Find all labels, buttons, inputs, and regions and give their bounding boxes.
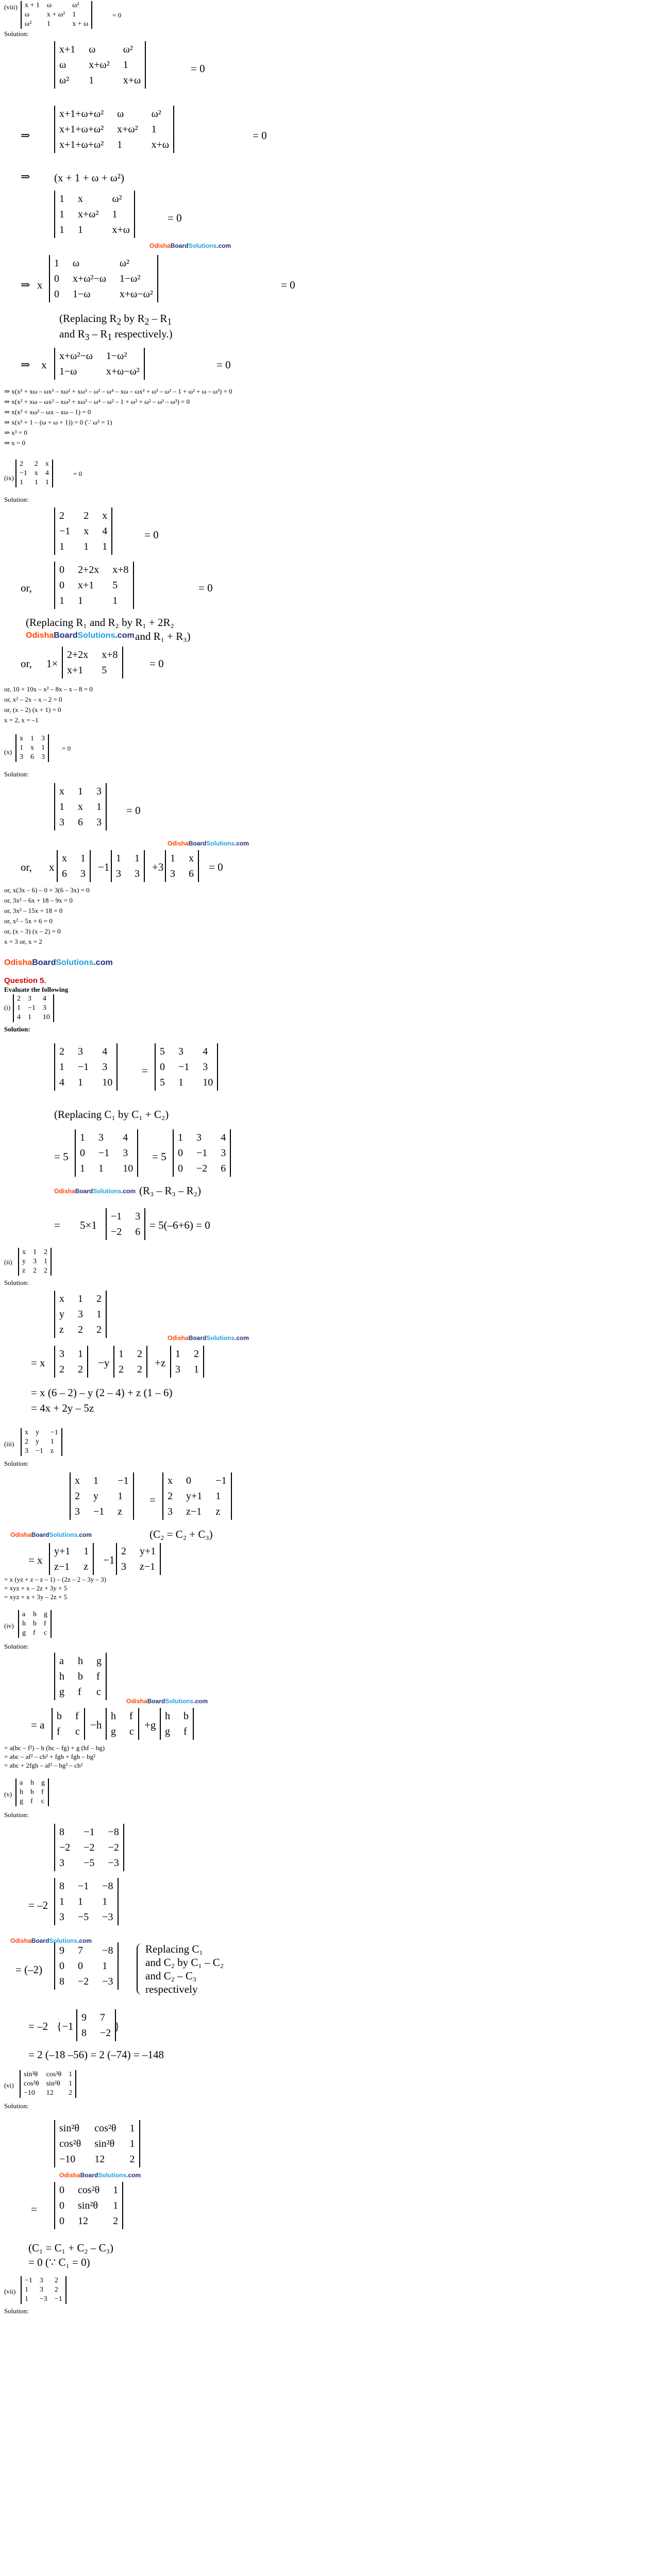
equals-five: = 5 xyxy=(54,1150,69,1163)
row-operation: (R₃ – R₃ – R₂) xyxy=(139,1184,201,1197)
determinant-iii-1: x 1 −1 2 y 1 3 −1 z xyxy=(70,1472,134,1520)
solution-label: Solution: xyxy=(4,30,29,38)
minor-2: 1 1 3 3 xyxy=(111,850,145,882)
watermark-logo: OdishaBoardSolutions.com xyxy=(4,958,113,967)
determinant-iv-1: a h g h b f g f c xyxy=(54,1653,107,1700)
minor-iv-1: b f f c xyxy=(52,1708,85,1740)
part-label-vi: (vi) xyxy=(4,2081,14,2089)
step-line: = xyz + x – 2z + 3y + 5 xyxy=(4,1584,68,1592)
part-label-ix: (ix) xyxy=(4,474,14,482)
equals-zero: = 0 xyxy=(144,529,159,541)
watermark-logo: OdishaBoardSolutions.com xyxy=(10,1531,92,1538)
determinant-ix-2: 0 2+2x x+8 0 x+1 5 1 1 1 xyxy=(54,562,134,609)
minor-ii-1: 3 1 2 2 xyxy=(54,1346,88,1378)
step-line: or, 3x² – 6x + 18 – 9x = 0 xyxy=(4,896,73,904)
determinant-v-3: 9 7 −8 0 0 1 8 −2 −3 xyxy=(54,1942,119,1990)
solution-label: Solution: xyxy=(4,1279,29,1286)
determinant-vi-2: 0 cos²θ 1 0 sin²θ 1 0 12 2 xyxy=(54,2182,123,2229)
equals-zero: = 0 xyxy=(112,11,122,19)
equals-zero: = 0 xyxy=(198,582,213,594)
solution-label: Solution: xyxy=(4,2307,29,2315)
step-line: or, x² – 2x – x – 2 = 0 xyxy=(4,696,62,703)
determinant-viii-5: x+ω²−ω 1−ω² 1−ω x+ω−ω² xyxy=(54,348,145,380)
question-instruction: Evaluate the following xyxy=(4,986,69,993)
solution-label: Solution: xyxy=(4,1642,29,1650)
determinant-viii-2: x+1+ω+ω² ω ω² x+1+ω+ω² x+ω² 1 x+1+ω+ω² 1 x+ω xyxy=(54,106,174,153)
determinant-i-4: 1 3 4 0 −1 3 0 −2 6 xyxy=(173,1129,231,1177)
determinant-i-2: 5 3 4 0 −1 3 5 1 10 xyxy=(155,1043,218,1091)
determinant-viii-4: 1 ω ω² 0 x+ω²−ω 1−ω² 0 1−ω x+ω−ω² xyxy=(49,255,158,302)
determinant-vi-1: sin²θ cos²θ 1 cos²θ sin²θ 1 −10 12 2 xyxy=(54,2120,140,2167)
implies-arrow: ⇒ xyxy=(21,129,30,142)
minor-iv-3: h b g f xyxy=(160,1708,194,1740)
factor-expression: (x + 1 + ω + ω²) xyxy=(54,172,124,184)
determinant-viii-3: 1 x ω² 1 x+ω² 1 1 1 x+ω xyxy=(54,191,135,238)
minor-iii-1: y+1 1 z−1 z xyxy=(49,1543,94,1575)
determinant-iii-2: x 0 −1 2 y+1 1 3 z−1 z xyxy=(162,1472,232,1520)
equals-five: = 5 xyxy=(152,1150,166,1163)
equals-zero: = 0 xyxy=(191,62,205,75)
determinant-x-small: x 1 3 1 x 1 3 6 3 xyxy=(15,734,49,762)
minor-1: x 1 6 3 xyxy=(57,850,91,882)
determinant-vi-small: sin²θ cos²θ 1 cos²θ sin²θ 1 −10 12 2 xyxy=(20,2070,76,2098)
determinant-v-1: 8 −1 −8 −2 −2 −2 3 −5 −3 xyxy=(54,1824,124,1871)
determinant-i-1: 2 3 4 1 −1 3 4 1 10 xyxy=(54,1043,118,1091)
part-label-iii: (iii) xyxy=(4,1440,14,1448)
step-line: or, (x – 2) (x + 1) = 0 xyxy=(4,706,61,714)
step-line: or, (x – 3) (x – 2) = 0 xyxy=(4,927,61,935)
determinant-ix-small: 2 2 x −1 x 4 1 1 1 xyxy=(15,460,53,487)
step-line: or, x(3x – 6) – 0 + 3(6 – 3x) = 0 xyxy=(4,886,90,894)
determinant-viii-1: x+1 ω ω² ω x+ω² 1 ω² 1 x+ω xyxy=(54,41,146,89)
determinant-vii-small: −1 3 2 1 3 2 1 −3 −1 xyxy=(21,2276,66,2304)
step-line: = xyz + x + 3y – 2z + 5 xyxy=(4,1593,68,1601)
implies-arrow: ⇒ xyxy=(21,278,30,291)
determinant-x-1: x 1 3 1 x 1 3 6 3 xyxy=(54,783,107,831)
determinant-i-small: 2 3 4 1 −1 3 4 1 10 xyxy=(13,994,54,1022)
equals-minus-two: = –2 xyxy=(28,2020,48,2032)
equals-minus-two: = (–2) xyxy=(15,1963,43,1976)
watermark-logo: OdishaBoardSolutions.com xyxy=(149,242,231,249)
result-ii-a: = x (6 – 2) – y (2 – 4) + z (1 – 6) xyxy=(31,1386,173,1399)
watermark-logo: OdishaBoardSolutions.com xyxy=(168,1334,249,1342)
replacing-note-1: (Replacing $R_2$ by $R_2 - R_1$ xyxy=(59,312,172,327)
solution-label: Solution: xyxy=(4,1811,29,1819)
brace xyxy=(137,1943,142,1995)
step-line: = a(bc – f²) – h (hc – fg) + g (hf – bg) xyxy=(4,1744,105,1752)
replacing-note-1b: and $R_3 - R_1$ respectively.) xyxy=(59,328,173,343)
step-line: or, 3x² – 15x + 18 = 0 xyxy=(4,907,63,914)
replacing-note-2b: and R₁ + R₃) xyxy=(135,630,191,642)
result-ii-b: = 4x + 2y – 5z xyxy=(31,1402,94,1414)
watermark-logo: OdishaBoardSolutions.com xyxy=(126,1698,208,1705)
watermark-logo: OdishaBoardSolutions.com xyxy=(26,631,135,640)
part-label-x: (x) xyxy=(4,748,12,756)
minor-iii-2: 2 y+1 3 z−1 xyxy=(116,1543,161,1575)
or-label: or, xyxy=(21,582,32,594)
solution-label: Solution: xyxy=(4,770,29,778)
result-vi: = 0 (∵ C₁ = 0) xyxy=(28,2256,90,2268)
watermark-logo: OdishaBoardSolutions.com xyxy=(168,840,249,847)
part-label-i: (i) xyxy=(4,1004,11,1011)
question-heading: Question 5. xyxy=(4,976,46,985)
result-v: = 2 (–18 –56) = 2 (–74) = –148 xyxy=(28,2048,164,2061)
part-label-iv: (iv) xyxy=(4,1622,14,1630)
or-label: or, xyxy=(21,861,32,873)
replacing-note: (Replacing C₁ by C₁ + C₂) xyxy=(54,1108,169,1121)
determinant-iv-small: a h g h b f g f c xyxy=(18,1610,52,1638)
step-line: or, 10 + 10x – x² – 8x – x – 8 = 0 xyxy=(4,685,93,693)
part-label-ii: (ii) xyxy=(4,1258,12,1266)
solution-label: Solution: xyxy=(4,1025,30,1033)
page: (viii) x + 1 ω ω² ω x + ω² 1 ω² 1 x + ω = 0 Solution: x+1 ω ω² ω x+ω² 1 ω² 1 x+ω = 0 ⇒ x+1+ω+ω² ω ω² x+1+ω+ω² x+ω² 1 x+1+ω+ω² 1 x+ω = 0 ⇒ (x + 1 + ω + ω²) 1 x ω² 1 x+ω² 1 1 1 x+ω = 0 OdishaBoardSolutions.com ⇒ x 1 ω ω² 0 x+ω²−ω 1−ω² 0 1−ω x+ω−ω² = 0 (Replacing $R_2$ by $R_2 - R_1$ and $R_3 - R_1$ respectively.) ⇒ x x+ω²−ω 1−ω² 1−ω x+ω−ω² = 0 ⇒ x(x² + xω – ωx² – xω² + xω³ – ω² – ω⁴ – xω – ωx² + ω³ – ω² – 1 + ω² + ω – ω³) = 0 ⇒ x(x² + xω – ωx² – xω² + xω³ – ω⁴ – ω² – 1 + ω² + ω² – ω³ – ω³) = 0 ⇒ x(x² + xω³ – ωx – xω – 1) = 0 ⇒ x(x² + 1 – (ω + ω + 1)) = 0 (∵ ω³ = 1) ⇒ x³ = 0 ⇒ x = 0 (ix) 2 2 x −1 x 4 1 1 1 = 0 Solution: 2 2 x −1 x 4 1 1 1 = 0 or, 0 2+2x x+8 0 x+1 5 1 1 1 = 0 (Replacing R₁ and R₂ by R₁ + 2R₂ OdishaBoardSolutions.com and R₁ + R₃) or, 1× 2+2x x+8 x+1 5 = 0 or, 10 + 10x – x² – 8x – x – 8 = 0 or, x² – 2x – x – 2 = 0 or, (x – 2) (x + 1) = 0 x = 2, x = –1 (x) x 1 3 1 x 1 3 6 3 = 0 Solution: x 1 3 1 x 1 3 6 3 = 0 OdishaBoardSolutions.com or, x x 1 6 3 −1 1 1 3 3 +3 1 x 3 6 = 0 or, x(3x – 6) – 0 + 3(6 – 3x) = 0 or, 3x² – 6x + 18 – 9x = 0 or, 3x² – 15x + 18 = 0 or, x² – 5x + 6 = 0 or, (x – 3) (x – 2) = 0 x = 3 or, x = 2 OdishaBoardSolutions.com Question 5. Evaluate the following (i) 2 3 4 1 −1 3 4 1 10 Solution: 2 3 4 1 −1 3 4 1 10 = 5 3 4 0 −1 3 5 1 10 (Replacing C₁ by C₁ + C₂) = 5 1 3 4 0 −1 3 1 1 10 = 5 1 3 4 0 −1 3 0 −2 6 OdishaBoardSolutions.com (R₃ – R₃ – R₂) = 5×1 −1 3 −2 6 = 5(–6+6) = 0 (ii) x 1 2 y 3 1 z 2 2 Solution: x 1 2 y 3 1 z 2 2 OdishaBoardSolutions.com = x 3 1 2 2 −y 1 2 2 2 +z 1 2 3 1 = x (6 – 2) – y (2 – 4) + z (1 – 6) = 4x + 2y – 5z (iii) x y −1 2 y 1 3 −1 z Solution: x 1 −1 2 y 1 3 −1 z = x 0 −1 2 y+1 1 3 z−1 z OdishaBoardSolutions.com (C₂ = C₂ + C₃) = x y+1 1 z−1 z −1 2 y+1 3 z−1 = x (yz + z – z – 1) – (2z – 2 – 3y – 3) = xyz + x – 2z + 3y + 5 = xyz + x + 3y – 2z + 5 (iv) a h g h b f g f c Solution: a h g h b f g f c OdishaBoardSolutions.com = a b f f c −h h f g c +g h b g f = a(bc – f²) – h (hc – fg) + g (hf – bg) = abc – af² – ch² + fgh + fgh – bg² = abc + 2fgh – af² – bg² – ch² (v) a h g h b f g f c Solution: 8 −1 −8 −2 −2 −2 3 −5 −3 = –2 8 −1 −8 1 1 1 3 −5 −3 OdishaBoardSolutions.com = (–2) 9 7 −8 0 0 1 8 −2 −3 Replacing C₁ and C₂ by C₁ – C₂ and C₂ – C₃ respectively = –2 {−1 9 7 8 −2 } = 2 (–18 –56) = 2 (–74) = –148 (vi) sin²θ cos²θ 1 cos²θ sin²θ 1 −10 12 2 Solution: sin²θ cos²θ 1 cos²θ sin²θ 1 −10 12 2 OdishaBoardSolutions.com = 0 cos²θ 1 0 sin²θ 1 0 12 2 (C₁ = C₁ + C₂ – C₃) = 0 (∵ C₁ = 0) (vii) −1 3 2 1 3 2 1 −3 −1 Solution: xyxy=(4,2,295,2315)
step-line: ⇒ x(x² + xω – ωx² – xω² + xω³ – ω² – ω⁴ – xω – ωx² + ω³ – ω² – 1 + ω² + ω – ω³) = 0 xyxy=(4,387,232,395)
step-line: ⇒ x(x² + xω³ – ωx – xω – 1) = 0 xyxy=(4,408,91,416)
equals-zero: = 0 xyxy=(216,359,231,371)
solution-label: Solution: xyxy=(4,2102,29,2110)
determinant-ii-1: x 1 2 y 3 1 z 2 2 xyxy=(54,1291,107,1338)
step-line: x = 3 or, x = 2 xyxy=(4,938,42,945)
column-operation: (C₁ = C₁ + C₂ – C₃) xyxy=(28,2242,113,2254)
step-line: = abc – af² – ch² + fgh + fgh – bg² xyxy=(4,1753,96,1760)
watermark-logo: OdishaBoardSolutions.com xyxy=(10,1937,92,1944)
watermark-logo: OdishaBoardSolutions.com xyxy=(54,1188,136,1195)
step-line: ⇒ x(x² + 1 – (ω + ω + 1)) = 0 (∵ ω³ = 1) xyxy=(4,418,112,426)
equals-zero: = 0 xyxy=(209,861,223,873)
equals-zero: = 0 xyxy=(281,279,295,291)
determinant-i-3: 1 3 4 0 −1 3 1 1 10 xyxy=(75,1129,138,1177)
replacing-note-v: and C₂ by C₁ – C₂ xyxy=(145,1956,224,1969)
determinant-v-2: 8 −1 −8 1 1 1 3 −5 −3 xyxy=(54,1878,119,1925)
equals-zero: = 0 xyxy=(126,804,141,817)
determinant-i-5: −1 3 −2 6 xyxy=(106,1208,145,1240)
minor-ii-2: 1 2 2 2 xyxy=(113,1346,147,1378)
equals-zero: = 0 xyxy=(149,657,164,670)
determinant-v-4: 9 7 8 −2 xyxy=(76,2009,116,2041)
column-operation: (C₂ = C₂ + C₃) xyxy=(149,1528,213,1540)
determinant-viii-small: x + 1 ω ω² ω x + ω² 1 ω² 1 x + ω xyxy=(21,1,92,29)
result-i: = 5(–6+6) = 0 xyxy=(149,1219,210,1231)
part-label-viii: (viii) xyxy=(4,3,18,11)
implies-arrow: ⇒ xyxy=(21,170,30,183)
replacing-note-v: Replacing C₁ xyxy=(145,1943,203,1955)
step-line: ⇒ x(x² + xω – ωx² – xω² + xω³ – ω⁴ – ω² – 1 + ω² + ω² – ω³ – ω³) = 0 xyxy=(4,398,190,405)
replacing-note-2: (Replacing R₁ and R₂ by R₁ + 2R₂ xyxy=(26,616,174,629)
determinant-iii-small: x y −1 2 y 1 3 −1 z xyxy=(21,1428,62,1456)
minor-iv-2: h f g c xyxy=(106,1708,139,1740)
equals-zero: = 0 xyxy=(73,470,82,478)
equals-zero: = 0 xyxy=(62,744,71,752)
determinant-ii-small: x 1 2 y 3 1 z 2 2 xyxy=(18,1248,52,1276)
step-line: or, x² – 5x + 6 = 0 xyxy=(4,917,53,925)
determinant-ix-3: 2+2x x+8 x+1 5 xyxy=(62,647,123,679)
determinant-v-small: a h g h b f g f c xyxy=(15,1778,49,1806)
step-line: = x (yz + z – z – 1) – (2z – 2 – 3y – 3) xyxy=(4,1575,107,1583)
replacing-note-v: and C₂ – C₃ xyxy=(145,1970,197,1982)
implies-arrow: ⇒ xyxy=(21,358,30,371)
or-label: or, xyxy=(21,657,32,670)
step-line: = abc + 2fgh – af² – bg² – ch² xyxy=(4,1761,83,1769)
step-line: x = 2, x = –1 xyxy=(4,716,39,724)
solution-label: Solution: xyxy=(4,1460,29,1467)
step-line: ⇒ x³ = 0 xyxy=(4,429,27,436)
minor-3: 1 x 3 6 xyxy=(165,850,199,882)
replacing-note-v: respectively xyxy=(145,1983,198,1995)
solution-label: Solution: xyxy=(4,496,29,503)
determinant-ix-1: 2 2 x −1 x 4 1 1 1 xyxy=(54,507,112,555)
equals-minus-two: = –2 xyxy=(28,1899,48,1911)
equals-zero: = 0 xyxy=(253,129,267,142)
part-label-vii: (vii) xyxy=(4,2287,16,2295)
minor-ii-3: 1 2 3 1 xyxy=(170,1346,204,1378)
equals-zero: = 0 xyxy=(168,212,182,224)
step-line: ⇒ x = 0 xyxy=(4,439,25,447)
part-label-v: (v) xyxy=(4,1790,12,1798)
watermark-logo: OdishaBoardSolutions.com xyxy=(59,2172,141,2179)
